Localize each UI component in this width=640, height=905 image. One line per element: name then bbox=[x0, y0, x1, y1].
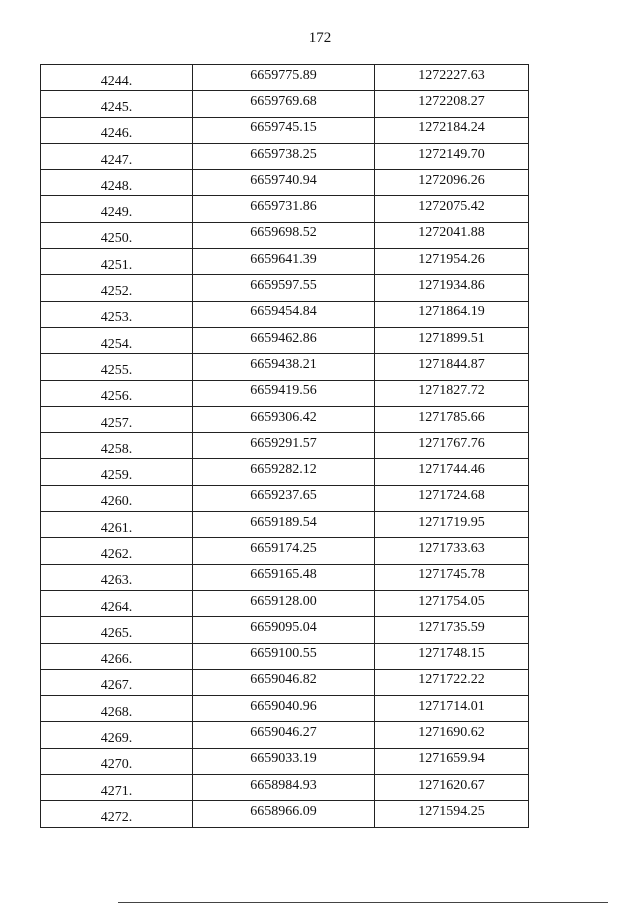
point-number-cell: 4264. bbox=[41, 590, 193, 616]
table-row bbox=[41, 275, 529, 301]
y-coordinate-cell: 1272184.24 bbox=[375, 117, 529, 143]
x-coordinate-cell: 6659731.86 bbox=[193, 196, 375, 222]
y-coordinate-cell: 1271714.01 bbox=[375, 696, 529, 722]
point-number-cell: 4246. bbox=[41, 117, 193, 143]
coordinates-table-body bbox=[41, 65, 529, 828]
point-number-cell: 4253. bbox=[41, 301, 193, 327]
x-coordinate-cell: 6659046.82 bbox=[193, 669, 375, 695]
point-number-cell: 4255. bbox=[41, 354, 193, 380]
x-coordinate-cell: 6659306.42 bbox=[193, 406, 375, 432]
point-number-cell: 4265. bbox=[41, 617, 193, 643]
x-coordinate-cell: 6659033.19 bbox=[193, 748, 375, 774]
table-row bbox=[41, 433, 529, 459]
x-coordinate-cell: 6659775.89 bbox=[193, 65, 375, 91]
point-number-cell: 4267. bbox=[41, 669, 193, 695]
point-number-cell: 4256. bbox=[41, 380, 193, 406]
y-coordinate-cell: 1271745.78 bbox=[375, 564, 529, 590]
point-number-cell: 4252. bbox=[41, 275, 193, 301]
y-coordinate-cell: 1272208.27 bbox=[375, 91, 529, 117]
y-coordinate-cell: 1272041.88 bbox=[375, 222, 529, 248]
table-row bbox=[41, 65, 529, 91]
page-number: 172 bbox=[308, 30, 332, 46]
y-coordinate-cell: 1271954.26 bbox=[375, 249, 529, 275]
point-number-cell: 4248. bbox=[41, 170, 193, 196]
y-coordinate-cell: 1271827.72 bbox=[375, 380, 529, 406]
point-number-cell: 4269. bbox=[41, 722, 193, 748]
y-coordinate-cell: 1271690.62 bbox=[375, 722, 529, 748]
table-row bbox=[41, 775, 529, 801]
point-number-cell: 4250. bbox=[41, 222, 193, 248]
x-coordinate-cell: 6659454.84 bbox=[193, 301, 375, 327]
x-coordinate-cell: 6659745.15 bbox=[193, 117, 375, 143]
x-coordinate-cell: 6658984.93 bbox=[193, 775, 375, 801]
y-coordinate-cell: 1271719.95 bbox=[375, 512, 529, 538]
page-bottom-rule bbox=[118, 902, 608, 903]
table-row bbox=[41, 327, 529, 353]
point-number-cell: 4258. bbox=[41, 433, 193, 459]
y-coordinate-cell: 1271748.15 bbox=[375, 643, 529, 669]
x-coordinate-cell: 6659438.21 bbox=[193, 354, 375, 380]
table-row bbox=[41, 696, 529, 722]
table-row bbox=[41, 722, 529, 748]
y-coordinate-cell: 1271934.86 bbox=[375, 275, 529, 301]
point-number-cell: 4257. bbox=[41, 406, 193, 432]
table-row bbox=[41, 538, 529, 564]
y-coordinate-cell: 1272227.63 bbox=[375, 65, 529, 91]
table-row bbox=[41, 459, 529, 485]
y-coordinate-cell: 1271735.59 bbox=[375, 617, 529, 643]
table-row bbox=[41, 249, 529, 275]
table-row bbox=[41, 143, 529, 169]
table-row bbox=[41, 485, 529, 511]
x-coordinate-cell: 6659128.00 bbox=[193, 590, 375, 616]
point-number-cell: 4259. bbox=[41, 459, 193, 485]
point-number-cell: 4251. bbox=[41, 249, 193, 275]
coordinates-table bbox=[40, 64, 529, 828]
table-row bbox=[41, 748, 529, 774]
y-coordinate-cell: 1271722.22 bbox=[375, 669, 529, 695]
x-coordinate-cell: 6659165.48 bbox=[193, 564, 375, 590]
y-coordinate-cell: 1271785.66 bbox=[375, 406, 529, 432]
point-number-cell: 4245. bbox=[41, 91, 193, 117]
point-number-cell: 4271. bbox=[41, 775, 193, 801]
point-number-cell: 4244. bbox=[41, 65, 193, 91]
table-row bbox=[41, 643, 529, 669]
table-row bbox=[41, 91, 529, 117]
point-number-cell: 4268. bbox=[41, 696, 193, 722]
table-row bbox=[41, 669, 529, 695]
point-number-cell: 4266. bbox=[41, 643, 193, 669]
point-number-cell: 4254. bbox=[41, 327, 193, 353]
x-coordinate-cell: 6659698.52 bbox=[193, 222, 375, 248]
x-coordinate-cell: 6659100.55 bbox=[193, 643, 375, 669]
x-coordinate-cell: 6659738.25 bbox=[193, 143, 375, 169]
point-number-cell: 4261. bbox=[41, 512, 193, 538]
y-coordinate-cell: 1271620.67 bbox=[375, 775, 529, 801]
y-coordinate-cell: 1271744.46 bbox=[375, 459, 529, 485]
point-number-cell: 4247. bbox=[41, 143, 193, 169]
table-row bbox=[41, 590, 529, 616]
y-coordinate-cell: 1271594.25 bbox=[375, 801, 529, 827]
table-row bbox=[41, 617, 529, 643]
x-coordinate-cell: 6659419.56 bbox=[193, 380, 375, 406]
point-number-cell: 4249. bbox=[41, 196, 193, 222]
x-coordinate-cell: 6659597.55 bbox=[193, 275, 375, 301]
x-coordinate-cell: 6659040.96 bbox=[193, 696, 375, 722]
table-row bbox=[41, 564, 529, 590]
y-coordinate-cell: 1272075.42 bbox=[375, 196, 529, 222]
table-row bbox=[41, 801, 529, 827]
table-row bbox=[41, 301, 529, 327]
table-row bbox=[41, 222, 529, 248]
y-coordinate-cell: 1271724.68 bbox=[375, 485, 529, 511]
table-row bbox=[41, 354, 529, 380]
table-row bbox=[41, 380, 529, 406]
x-coordinate-cell: 6659641.39 bbox=[193, 249, 375, 275]
y-coordinate-cell: 1271754.05 bbox=[375, 590, 529, 616]
x-coordinate-cell: 6659462.86 bbox=[193, 327, 375, 353]
y-coordinate-cell: 1271899.51 bbox=[375, 327, 529, 353]
y-coordinate-cell: 1271767.76 bbox=[375, 433, 529, 459]
x-coordinate-cell: 6659291.57 bbox=[193, 433, 375, 459]
coordinates-table-container bbox=[40, 64, 528, 828]
x-coordinate-cell: 6659740.94 bbox=[193, 170, 375, 196]
x-coordinate-cell: 6659189.54 bbox=[193, 512, 375, 538]
y-coordinate-cell: 1272149.70 bbox=[375, 143, 529, 169]
table-row bbox=[41, 117, 529, 143]
y-coordinate-cell: 1272096.26 bbox=[375, 170, 529, 196]
point-number-cell: 4262. bbox=[41, 538, 193, 564]
point-number-cell: 4260. bbox=[41, 485, 193, 511]
y-coordinate-cell: 1271864.19 bbox=[375, 301, 529, 327]
point-number-cell: 4272. bbox=[41, 801, 193, 827]
y-coordinate-cell: 1271844.87 bbox=[375, 354, 529, 380]
x-coordinate-cell: 6658966.09 bbox=[193, 801, 375, 827]
table-row bbox=[41, 406, 529, 432]
table-row bbox=[41, 196, 529, 222]
y-coordinate-cell: 1271659.94 bbox=[375, 748, 529, 774]
y-coordinate-cell: 1271733.63 bbox=[375, 538, 529, 564]
table-row bbox=[41, 170, 529, 196]
table-row bbox=[41, 512, 529, 538]
x-coordinate-cell: 6659095.04 bbox=[193, 617, 375, 643]
x-coordinate-cell: 6659282.12 bbox=[193, 459, 375, 485]
x-coordinate-cell: 6659046.27 bbox=[193, 722, 375, 748]
x-coordinate-cell: 6659237.65 bbox=[193, 485, 375, 511]
x-coordinate-cell: 6659769.68 bbox=[193, 91, 375, 117]
point-number-cell: 4263. bbox=[41, 564, 193, 590]
point-number-cell: 4270. bbox=[41, 748, 193, 774]
x-coordinate-cell: 6659174.25 bbox=[193, 538, 375, 564]
